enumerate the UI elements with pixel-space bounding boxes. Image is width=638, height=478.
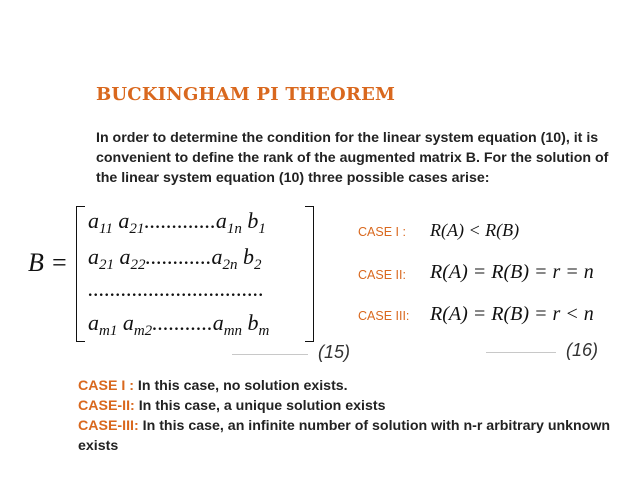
- case-1-description: [78, 376, 618, 396]
- case-1-tag: CASE I :: [78, 378, 134, 394]
- matrix-lhs: B =: [28, 248, 68, 277]
- matrix-row-m: $a_{m1}$ $a_{m2}...........a_{mn}$ $b_m$: [88, 310, 270, 339]
- matrix-row-2: $a_{21}$ $a_{22}............a_{2n}$ $b_2$: [88, 244, 262, 273]
- case-1-condition: R(A) < R(B): [430, 220, 520, 240]
- case-1-label: CASE I :: [358, 225, 406, 239]
- matrix-left-bracket: [76, 206, 85, 342]
- case-2-text: In this case, a unique solution exists: [134, 398, 386, 414]
- case-2-tag: CASE-II:: [78, 398, 135, 414]
- case-3-description: [78, 416, 618, 456]
- augmented-matrix: [76, 206, 314, 342]
- case-2-condition: R(A) = R(B) = r = n: [430, 261, 594, 283]
- intro-paragraph: In order to determine the condition for the linear system equation (10), it is convenient to define the rank of the augmented matrix B. For the solution of the linear system equation (10) three possible cases arise:: [96, 130, 609, 186]
- matrix-row-1: $a_{11}$ $a_{21}.............a_{1n}$ $b_1$: [88, 208, 266, 237]
- case-3-condition: R(A) = R(B) = r < n: [430, 303, 594, 325]
- slide-title: BUCKINGHAM PI THEOREM: [96, 84, 396, 105]
- case-descriptions: [78, 376, 618, 456]
- equation-15-number: (15): [318, 342, 351, 362]
- case-2-description: [78, 396, 618, 416]
- matrix-right-bracket: [305, 206, 314, 342]
- case-2-label: CASE II:: [358, 268, 406, 282]
- equation-15-rule: [232, 354, 308, 355]
- matrix-row-dots: ................................: [88, 276, 264, 301]
- case-1-text: In this case, no solution exists.: [133, 378, 348, 394]
- case-3-label: CASE III:: [358, 309, 410, 323]
- equation-16-rule: [486, 352, 556, 353]
- equation-16-number: (16): [566, 340, 599, 360]
- case-3-tag: CASE-III:: [78, 418, 139, 434]
- case-3-text: In this case, an infinite number of solution with n-r arbitrary unknown exists: [78, 418, 611, 454]
